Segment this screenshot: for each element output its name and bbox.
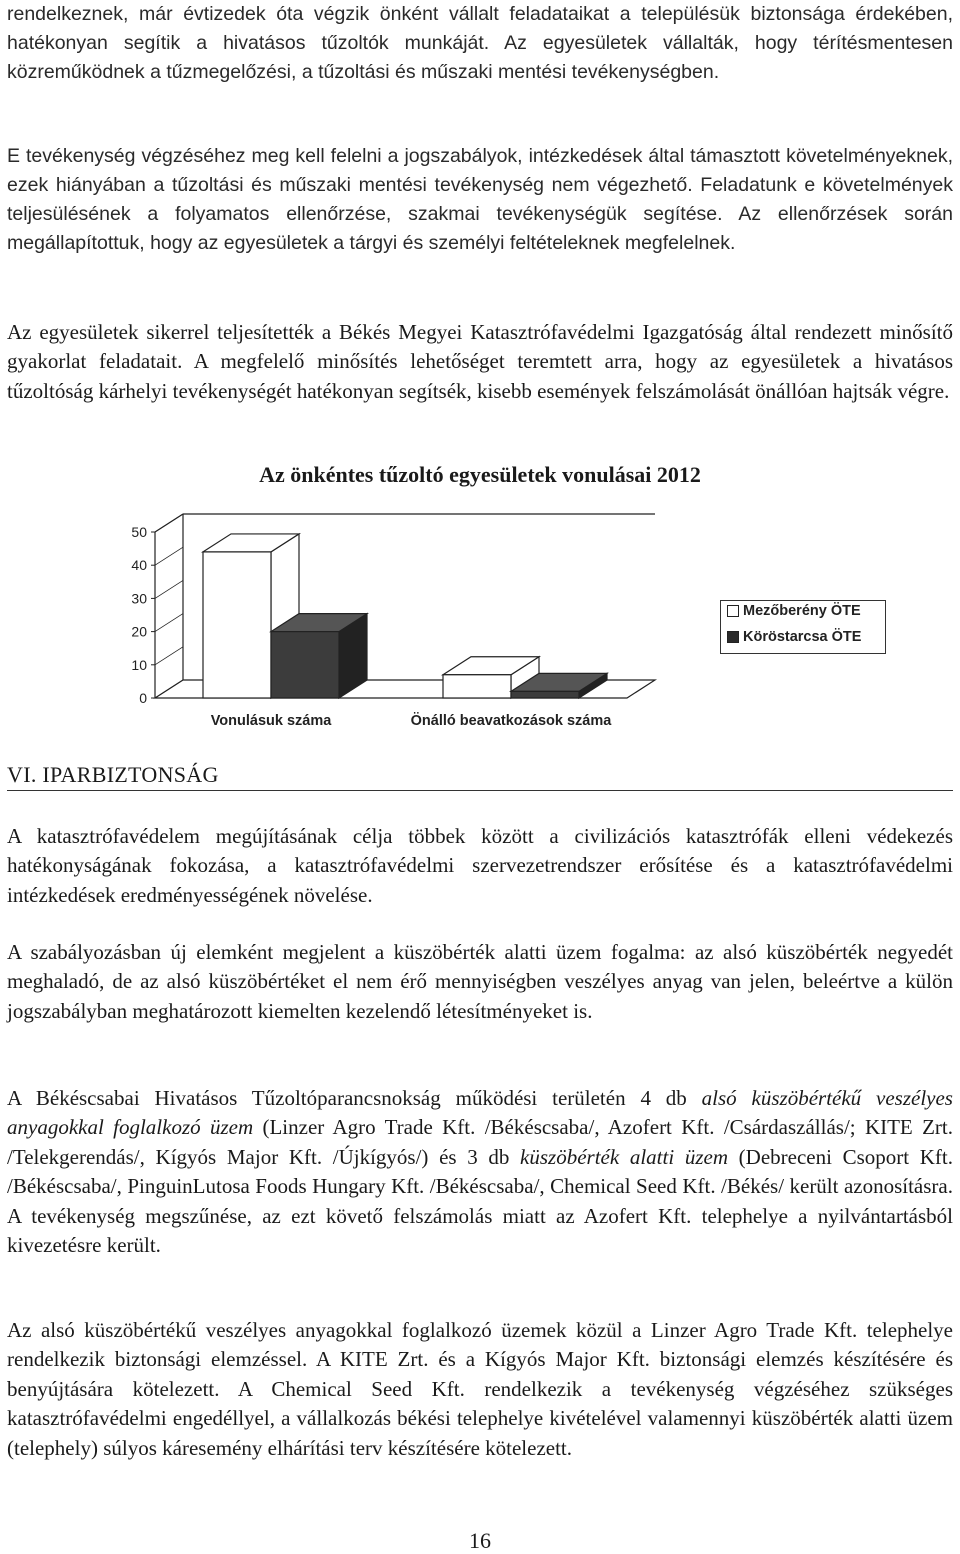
heading-rule [7,790,953,791]
y-tick-label: 10 [131,656,147,673]
y-grid-diagonal [155,514,183,532]
y-grid-diagonal [155,614,183,632]
plants-text-3: (Debreceni Csoport Kft. /Békéscsaba/, PinguinLutosa Foods Hungary Kft. /Békéscsaba/, Chemical Seed Kft. /Békés/ került azonosításra. A tevékenység megszűnése, az ezt követő felszámolás miatt az Azofert Kft. telephelye a nyilvántartásból kivezetésre került. [7,1144,953,1258]
plants-text-1: A Békéscsabai Hivatásos Tűzoltóparancsnokság működési területén 4 db [7,1086,702,1110]
plants-emphasis-2: küszöbérték alatti üzem [520,1144,728,1169]
chart-legend [720,600,886,654]
paragraph-requirements: E tevékenység végzéséhez meg kell felelni a jogszabályok, intézkedések által támasztott követelményeknek, ezek hiányában a tűzoltási és műszaki mentési tevékenység nem végezhető. Feladatunk e követelmények teljesülésének a folyamatos ellenőrzése, szakmai tevékenységük segítése. Az ellenőrzések során megállapítottuk, hogy az egyesületek a tárgyi és személyi feltételeknek megfelelnek. [7,145,953,254]
x-category-label: Önálló beavatkozások száma [410,713,612,729]
section-heading: VI. IPARBIZTONSÁG [7,762,219,787]
bar-front-face [443,675,511,698]
y-grid-diagonal [155,647,183,665]
page-number: 16 [469,1528,491,1553]
paragraph-analysis: Az alsó küszöbértékű veszélyes anyagokkal foglalkozó üzemek közül a Linzer Agro Trade Kft. telephelye rendelkezik biztonsági elemzéssel. A KITE Zrt. és a Kígyós Major Kft. biztonsági elemzés készítésére és benyújtására kötelezett. A Chemical Seed Kft. rendelkezik a tevékenység végzéséhez szükséges katasztrófavédelmi engedéllyel, a vállalkozás békési telephelye kivételével valamennyi küszöbérték alatti üzem (telephely) súlyos káresemény elhárítási terv készítésére kötelezett. [7,1318,953,1460]
bar-front-face [203,552,271,698]
bar-front-face [511,691,579,698]
plants-text-2: (Linzer Agro Trade Kft. /Békéscsaba/, Azofert Kft. /Csárdaszállás/; KITE Zrt. /Telekgerendás/, Kígyós Major Kft. /Újkígyós/) és 3 db [7,1115,954,1169]
legend-label-korostarcsa: Köröstarcsa ÖTE [743,629,862,645]
y-tick-label: 40 [131,557,147,574]
y-grid-diagonal [155,580,183,598]
paragraph-aim: A katasztrófavédelem megújításának célja többek között a civilizációs katasztrófák elleni védekezés hatékonyságának fokozása, a katasztrófavédelmi szervezetrendszer erősítése és a katasztrófavédelmi intézkedések eredményességének növelése. [7,824,953,907]
bar-front-face [271,632,339,698]
y-tick-label: 20 [131,623,147,640]
paragraph-qualification: Az egyesületek sikerrel teljesítették a Békés Megyei Katasztrófavédelmi Igazgatóság által rendezett minősítő gyakorlat feladatait. A megfelelő minősítés lehetőséget teremtett arra, hogy az egyesületek a hivatásos tűzoltóság kárhelyi tevékenységét hatékonyan segítsék, kisebb események felszámolását önállóan hajtsák végre. [7,320,953,403]
chart-title: Az önkéntes tűzoltó egyesületek vonulásai 2012 [259,462,701,487]
y-tick-label: 50 [131,524,147,540]
legend-label-mezobereny: Mezőberény ÖTE [743,603,861,619]
x-category-label: Vonulásuk száma [210,713,332,729]
y-grid-diagonal [155,547,183,565]
legend-item-mezobereny [727,603,861,619]
plants-emphasis-1: alsó küszöbértékű veszélyes anyagokkal foglalkozó üzem [7,1086,953,1140]
legend-swatch-mezobereny [727,605,739,617]
paragraph-intro: rendelkeznek, már évtizedek óta végzik önként vállalt feladataikat a településük biztonsága érdekében, hatékonyan segítik a hivatásos tűzoltók munkáját. Az egyesületek vállalták, hogy térítésmentesen közreműködnek a tűzmegelőzési, a tűzoltási és műszaki mentési tevékenységben. [7,3,953,83]
y-tick-label: 30 [131,590,147,607]
legend-item-korostarcsa [727,629,861,645]
paragraph-plants [7,1084,953,1260]
y-tick-label: 0 [139,690,147,706]
legend-swatch-korostarcsa [727,631,739,643]
paragraph-regulation: A szabályozásban új elemként megjelent a küszöbérték alatti üzem fogalma: az alsó küszöbérték negyedét meghaladó, de az alsó küszöbértéket el nem érő mennyiségben veszélyes anyag van jelen, beleértve a külön jogszabályban meghatározott kiemelten kezelendő létesítményeket is. [7,940,953,1023]
